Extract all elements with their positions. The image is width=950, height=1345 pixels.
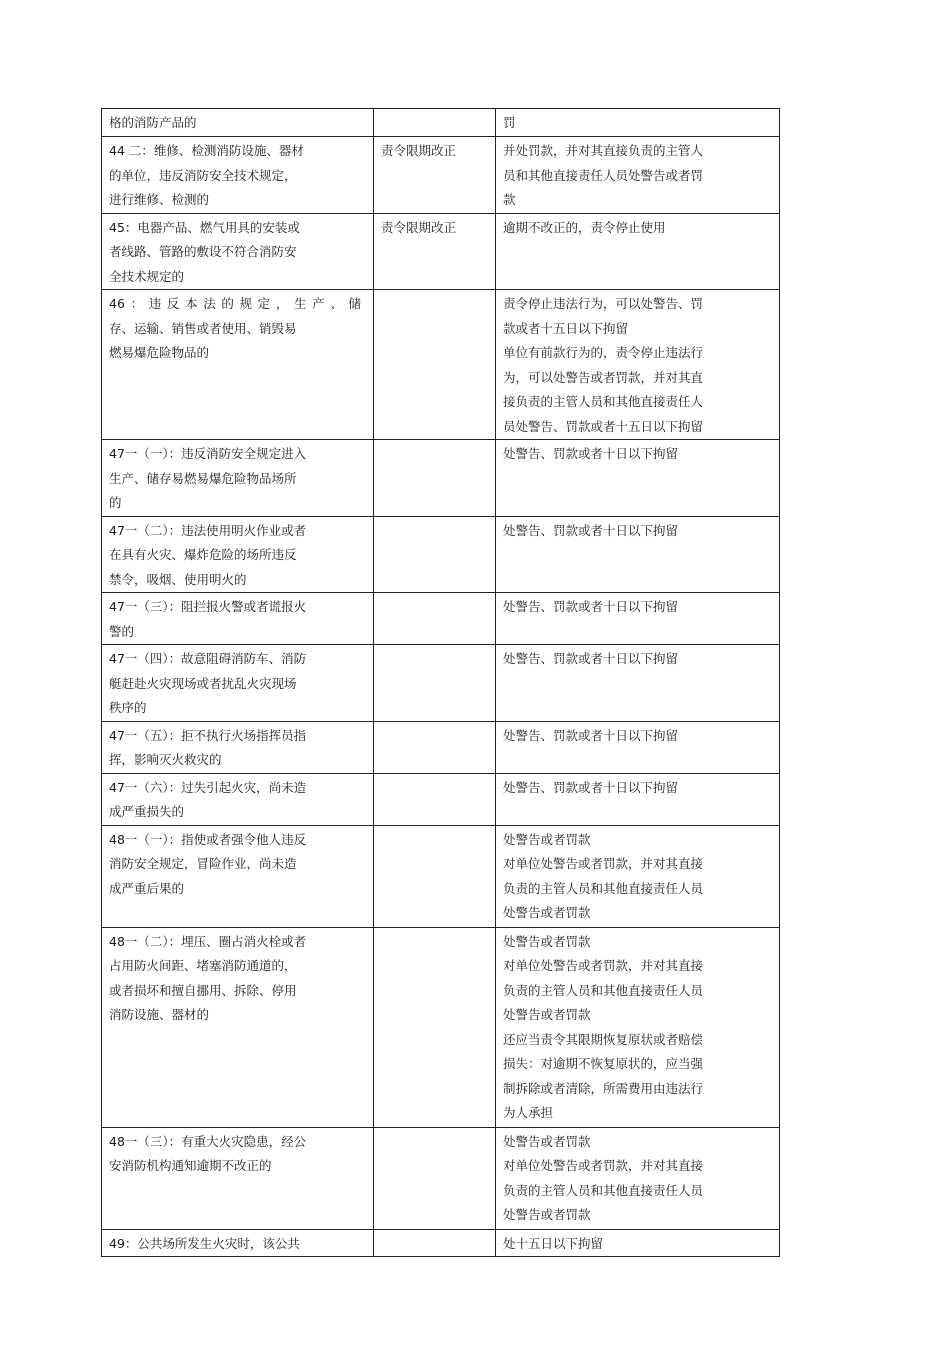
cell-text-line: 49：公共场所发生火灾时，该公共: [109, 1235, 300, 1251]
penalty-cell: [496, 721, 780, 773]
cell-text-line: 对单位处警告或者罚款，并对其直接: [503, 856, 704, 871]
correction-cell: [374, 721, 496, 773]
cell-text-line: 款: [503, 192, 516, 207]
table-row: [102, 1229, 780, 1257]
cell-text-line: 成严重损失的: [109, 804, 185, 819]
cell-text-line: 生产、储存易燃易爆危险物品场所: [109, 470, 297, 486]
correction-cell: [374, 1127, 496, 1229]
cell-text-line: 警的: [109, 623, 135, 639]
cell-text-line: 挥，影响灭火救灾的: [109, 752, 222, 767]
table-row: [102, 440, 780, 517]
table-row: [102, 593, 780, 645]
table-row: [102, 213, 780, 290]
cell-text-line: 负责的主管人员和其他直接责任人员: [503, 880, 704, 896]
cell-text-line: 对单位处警告或者罚款，并对其直接: [503, 958, 704, 973]
cell-text-line: 处警告或者罚款: [503, 933, 591, 949]
penalty-cell: [496, 213, 780, 290]
cell-text-line: 员处警告、罚款或者十五日以下拘留: [503, 418, 704, 434]
correction-cell: [374, 213, 496, 290]
table-row: [102, 927, 780, 1127]
table-row: [102, 773, 780, 825]
cell-text-line: 逾期不改正的，责令停止使用: [503, 219, 666, 235]
clause-cell: [102, 721, 374, 773]
table-row: [102, 516, 780, 593]
cell-text-line: 在具有火灾、爆炸危险的场所违反: [109, 547, 297, 562]
penalty-cell: [496, 290, 780, 440]
cell-text-line: 处警告、罚款或者十日以下拘留: [503, 522, 679, 538]
cell-text-line: 为人承担: [503, 1105, 554, 1120]
clause-cell: [102, 927, 374, 1127]
clause-cell: [102, 516, 374, 593]
cell-text-line: 处警告或者罚款: [503, 1207, 591, 1222]
cell-text-line: 46：违反本法的规定，生产、储: [109, 296, 361, 311]
cell-text-line: 47一（三）：阻拦报火警或者谎报火: [109, 599, 307, 614]
cell-text-line: 处警告或者罚款: [503, 1133, 591, 1149]
cell-text-line: 处警告或者罚款: [503, 831, 591, 847]
cell-text-line: 负责的主管人员和其他直接责任人员: [503, 982, 704, 998]
penalty-cell: [496, 109, 780, 137]
cell-text-line: 47一（二）：违法使用明火作业或者: [109, 522, 307, 538]
penalty-cell: [496, 1127, 780, 1229]
cell-text-line: 处警告、罚款或者十日以下拘留: [503, 727, 679, 743]
cell-text-line: 负责的主管人员和其他直接责任人员: [503, 1182, 704, 1198]
correction-cell: [374, 109, 496, 137]
cell-text-line: 占用防火间距、堵塞消防通道的，: [109, 958, 297, 973]
penalty-table: [101, 108, 780, 1257]
cell-text-line: 责令限期改正: [381, 219, 457, 235]
correction-cell: [374, 593, 496, 645]
penalty-cell: [496, 645, 780, 722]
cell-text-line: 48一（三）：有重大火灾隐患，经公: [109, 1133, 307, 1149]
clause-cell: [102, 1127, 374, 1229]
clause-cell: [102, 645, 374, 722]
correction-cell: [374, 137, 496, 214]
table-row: [102, 137, 780, 214]
cell-text-line: 48一（二）：埋压、圈占消火栓或者: [109, 933, 307, 949]
penalty-cell: [496, 440, 780, 517]
clause-cell: [102, 137, 374, 214]
cell-text-line: 安消防机构通知逾期不改正的: [109, 1158, 272, 1173]
cell-text-line: 45：电器产品、燃气用具的安装或: [109, 219, 300, 235]
cell-text-line: 的单位，违反消防安全技术规定，: [109, 167, 297, 183]
clause-cell: [102, 1229, 374, 1257]
cell-text-line: 并处罚款，并对其直接负责的主管人: [503, 143, 704, 158]
cell-text-line: 处警告、罚款或者十日以下拘留: [503, 779, 679, 795]
correction-cell: [374, 290, 496, 440]
clause-cell: [102, 825, 374, 927]
cell-text-line: 47一（六）：过失引起火灾，尚未造: [109, 779, 307, 795]
penalty-cell: [496, 927, 780, 1127]
correction-cell: [374, 825, 496, 927]
cell-text-line: 47一（五）：拒不执行火场指挥员指: [109, 727, 307, 743]
clause-cell: [102, 213, 374, 290]
table-row: [102, 290, 780, 440]
table-row: [102, 1127, 780, 1229]
cell-text-line: 燃易爆危险物品的: [109, 345, 210, 360]
cell-text-line: 44 二：维修、检测消防设施、器材: [109, 143, 304, 158]
cell-text-line: 或者损坏和擅自挪用、拆除、停用: [109, 982, 297, 998]
cell-text-line: 秩序的: [109, 700, 147, 715]
cell-text-line: 进行维修、检测的: [109, 192, 210, 207]
cell-text-line: 格的消防产品的: [109, 115, 197, 130]
cell-text-line: 全技术规定的: [109, 268, 185, 284]
clause-cell: [102, 440, 374, 517]
cell-text-line: 处十五日以下拘留: [503, 1235, 604, 1251]
cell-text-line: 处警告或者罚款: [503, 1007, 591, 1022]
cell-text-line: 消防设施、器材的: [109, 1007, 210, 1022]
cell-text-line: 成严重后果的: [109, 880, 185, 896]
correction-cell: [374, 1229, 496, 1257]
cell-text-line: 禁令，吸烟、使用明火的: [109, 571, 247, 587]
correction-cell: [374, 927, 496, 1127]
cell-text-line: 47一（一）：违反消防安全规定进入: [109, 446, 307, 461]
correction-cell: [374, 645, 496, 722]
cell-text-line: 处警告或者罚款: [503, 905, 591, 920]
clause-cell: [102, 593, 374, 645]
clause-cell: [102, 290, 374, 440]
correction-cell: [374, 516, 496, 593]
cell-text-line: 存、运输、销售或者使用、销毁易: [109, 320, 297, 336]
cell-text-line: 责令限期改正: [381, 143, 457, 158]
table-row: [102, 109, 780, 137]
cell-text-line: 者线路、管路的敷设不符合消防安: [109, 244, 297, 259]
cell-text-line: 消防安全规定，冒险作业，尚未造: [109, 856, 297, 871]
cell-text-line: 损失：对逾期不恢复原状的，应当强: [503, 1056, 704, 1071]
penalty-cell: [496, 137, 780, 214]
cell-text-line: 为，可以处警告或者罚款，并对其直: [503, 369, 704, 385]
cell-text-line: 处警告、罚款或者十日以下拘留: [503, 446, 679, 461]
cell-text-line: 制拆除或者清除，所需费用由违法行: [503, 1080, 704, 1096]
table-row: [102, 825, 780, 927]
clause-cell: [102, 109, 374, 137]
cell-text-line: 的: [109, 495, 122, 510]
cell-text-line: 责令停止违法行为，可以处警告、罚: [503, 296, 704, 311]
clause-cell: [102, 773, 374, 825]
cell-text-line: 处警告、罚款或者十日以下拘留: [503, 651, 679, 666]
cell-text-line: 处警告、罚款或者十日以下拘留: [503, 599, 679, 614]
table-row: [102, 721, 780, 773]
penalty-cell: [496, 825, 780, 927]
cell-text-line: 接负责的主管人员和其他直接责任人: [503, 394, 704, 409]
cell-text-line: 艇赶赴火灾现场或者扰乱火灾现场: [109, 675, 297, 691]
correction-cell: [374, 440, 496, 517]
cell-text-line: 款或者十五日以下拘留: [503, 320, 629, 336]
penalty-cell: [496, 773, 780, 825]
cell-text-line: 48一（一）：指使或者强令他人违反: [109, 831, 307, 847]
cell-text-line: 罚: [503, 115, 516, 130]
cell-text-line: 对单位处警告或者罚款，并对其直接: [503, 1158, 704, 1173]
cell-text-line: 47一（四）：故意阻碍消防车、消防: [109, 651, 307, 666]
cell-text-line: 还应当责令其限期恢复原状或者赔偿: [503, 1031, 704, 1047]
correction-cell: [374, 773, 496, 825]
cell-text-line: 员和其他直接责任人员处警告或者罚: [503, 167, 704, 183]
cell-text-line: 单位有前款行为的，责令停止违法行: [503, 345, 704, 360]
penalty-cell: [496, 516, 780, 593]
table-row: [102, 645, 780, 722]
penalty-cell: [496, 593, 780, 645]
penalty-cell: [496, 1229, 780, 1257]
